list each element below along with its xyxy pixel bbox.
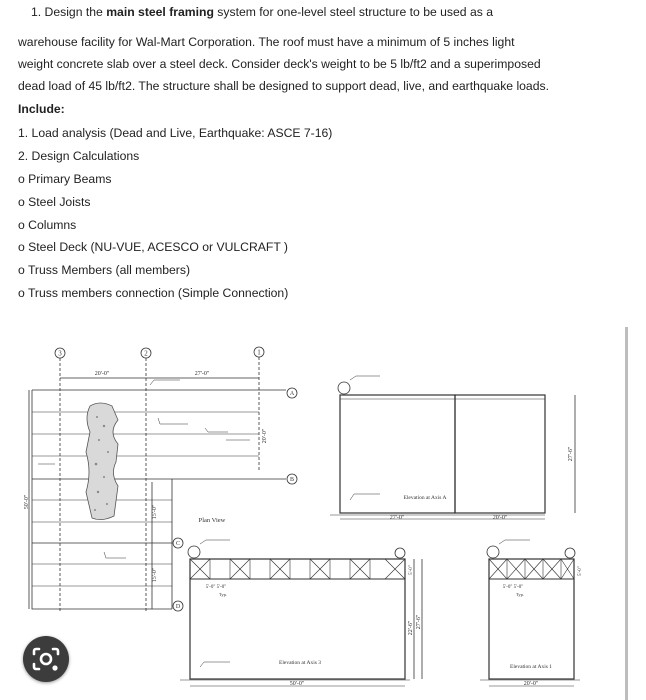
plan-title: Plan View	[198, 517, 226, 524]
problem-line: dead load of 45 lb/ft2. The structure shall be designed to support dead, live, and earthquake loads.	[18, 79, 549, 93]
grid-label-1: 1	[257, 348, 261, 357]
elev-1-truss-depth: 5'-0"	[578, 566, 583, 576]
elev-a-height: 27'-6"	[568, 446, 574, 462]
include-item: o Columns	[18, 218, 77, 232]
elev-3-h2: 27'-6"	[416, 614, 422, 630]
include-item: o Truss Members (all members)	[18, 263, 191, 277]
dim-bc: 15'-0"	[152, 504, 158, 520]
include-item: o Truss members connection (Simple Connection)	[18, 286, 289, 300]
elev-3-h1: 22'-6"	[408, 620, 414, 636]
elevation-axis-a	[330, 376, 575, 521]
elev-1-typ: 5'-0" 5'-0"	[502, 585, 524, 590]
elev-3-span: 50'-0"	[289, 681, 305, 687]
elev-3-truss-depth: 5'-0"	[409, 565, 414, 575]
image-scrollbar[interactable]	[625, 327, 628, 700]
elevation-axis-3	[180, 540, 422, 687]
include-item: 2. Design Calculations	[18, 149, 140, 163]
elev-1-span: 20'-0"	[523, 681, 539, 687]
elevation-axis-1	[480, 540, 583, 687]
problem-intro: 1. Design the main steel framing system for one-level steel structure to be used as a	[31, 5, 493, 19]
include-item: o Steel Deck (NU-VUE, ACESCO or VULCRAFT )	[18, 240, 288, 254]
elev-a-dim2: 20'-0"	[492, 515, 508, 521]
dim-ab: 20'-0"	[262, 428, 268, 444]
grid-label-2: 2	[144, 349, 148, 358]
include-item: 1. Load analysis (Dead and Live, Earthquake: ASCE 7-16)	[18, 126, 333, 140]
elev-3-title: Elevation at Axis 3	[278, 660, 322, 666]
structural-drawing	[0, 322, 646, 700]
dim-cd: 15'-0"	[152, 567, 158, 583]
elev-3-typ: 5'-0" 5'-0"	[205, 585, 227, 590]
row-label-c: C	[175, 541, 181, 547]
problem-line: warehouse facility for Wal-Mart Corporation. The roof must have a minimum of 5 inches light	[18, 35, 515, 49]
lens-glyph-icon	[23, 636, 69, 682]
dim-bay1: 20'-0"	[94, 371, 110, 377]
elev-a-dim1: 27'-0"	[389, 515, 405, 521]
dim-bay2: 27'-0"	[194, 371, 210, 377]
row-label-d: D	[175, 604, 181, 610]
include-item: o Steel Joists	[18, 195, 91, 209]
dim-total: 50'-0"	[24, 494, 30, 510]
row-label-b: B	[289, 477, 295, 483]
include-item: o Primary Beams	[18, 172, 112, 186]
elev-a-title: Elevation at Axis A	[403, 495, 447, 501]
elev-3-typ2: Typ.	[218, 592, 228, 597]
problem-line: weight concrete slab over a steel deck. Consider deck's weight to be 5 lb/ft2 and a superimposed	[18, 57, 541, 71]
elev-1-title: Elevation at Axis 1	[509, 664, 553, 670]
include-label: Include:	[18, 102, 65, 116]
row-label-a: A	[289, 391, 295, 397]
google-lens-icon[interactable]	[23, 636, 69, 682]
elev-1-typ2: Typ.	[515, 592, 525, 597]
grid-label-3: 3	[58, 349, 62, 358]
plan-view	[24, 347, 297, 612]
